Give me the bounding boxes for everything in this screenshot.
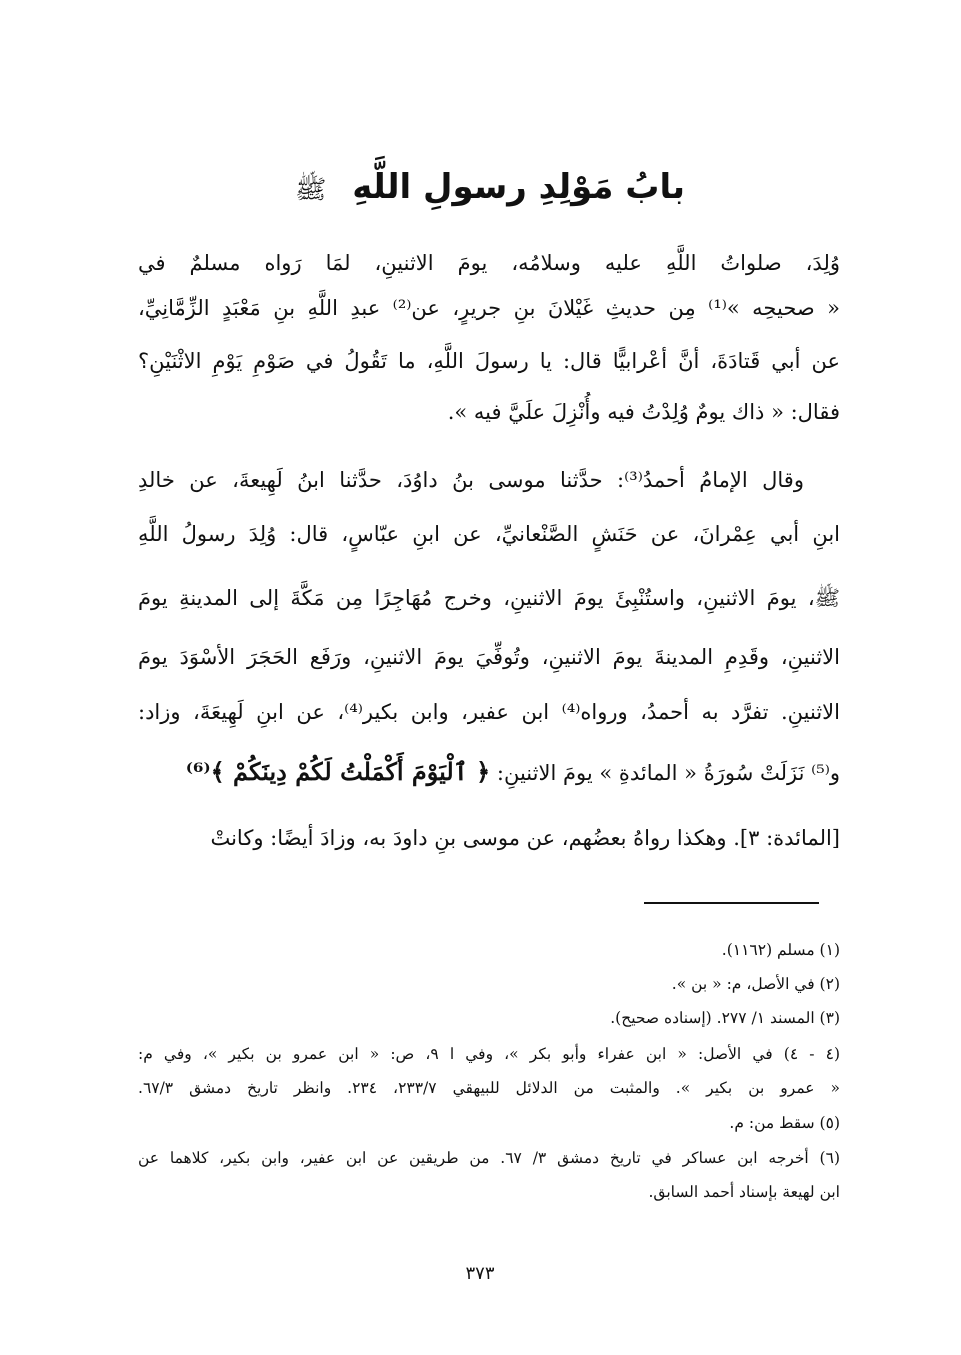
footnote-separator	[644, 902, 819, 904]
quran-verse: ﴿ ٱلْيَوْمَ أَكْمَلْتُ لَكُمْ دِينَكُمْ ﴾⁽⁶⁾	[185, 757, 491, 786]
body-line-1: وُلِدَ، صلواتُ اللَّهِ عليه وسلامُه، يومَ الاثنينِ، لمَا رَواه مسلمٌ في	[138, 251, 840, 275]
body-line-4: فقال: « ذاك يومٌ وُلِدْتُ فيه وأُنْزِلَ علَيَّ فيه ».	[447, 400, 840, 424]
body-line-2: « صحيحِه »⁽¹⁾ مِن حديثِ غَيْلانَ بنِ جريرٍ، عن⁽²⁾ عبدِ اللَّهِ بنِ مَعْبَدٍ الزِّمَّانِيِّ،	[138, 296, 840, 320]
footnote-1: (١) مسلم (١١٦٢).	[721, 941, 840, 959]
body-line-10-text: و⁽⁵⁾ نَزَلَتْ سُورَةُ « المائدةِ » يومَ الاثنينِ:	[496, 761, 840, 785]
footnote-2: (٢) في الأصل، م: « بن ».	[671, 975, 840, 993]
body-line-6: ابنِ أبي عِمْرانَ، عن حَنَشٍ الصَّنْعانيِّ، عن ابنِ عبّاسٍ، قال: وُلِدَ رسولُ اللَّهِ	[138, 522, 840, 546]
body-line-10	[138, 752, 840, 792]
footnote-6: (٦) أخرجه ابن عساكر في تاريخ دمشق ٣/ ٦٧. من طريقين عن ابن عفير، وابن بكير، كلاهما عن	[138, 1149, 840, 1167]
footnote-4: (٤ - ٤) في الأصل: « ابن عفراء وأبو بكر »، وفي ا ٩، ص: « ابن عمرو بن بكير »، وفي م:	[138, 1045, 840, 1063]
footnote-6-continued: ابن لهيعة بإسناد أحمد السابق.	[648, 1183, 840, 1201]
page-number: ٣٧٣	[465, 1263, 495, 1284]
footnote-5: (٥) سقط من: م.	[729, 1114, 840, 1132]
chapter-title	[140, 160, 840, 217]
chapter-title-text: بابُ مَوْلِدِ رسولِ اللَّهِ	[352, 167, 685, 207]
body-line-5: وقال الإمامُ أحمدُ⁽³⁾: حدَّثنا موسى بنُ داوُدَ، حدَّثنا ابنُ لَهِيعةَ، عن خالدِ	[138, 468, 804, 492]
body-line-9: الاثنينِ. تفرَّد به أحمدُ، ورواه⁽⁴⁾ ابن عفير، وابن بكير⁽⁴⁾، عن ابنِ لَهِيعَةَ، وزاد:	[138, 700, 840, 724]
salutation-glyph: ﷺ	[295, 175, 327, 205]
footnote-4-continued: « عمرو بن بكير ». والمثبت من الدلائل للبيهقي ٢٣٣/٧، ٢٣٤. وانظر تاريخ دمشق ٦٧/٣.	[138, 1079, 840, 1097]
body-line-7: ﷺ، يومَ الاثنينِ، واستُنْبِئَ يومَ الاثنينِ، وخرج مُهَاجِرًا مِن مَكَّةَ إلى المدينةِ يومَ	[138, 586, 840, 610]
body-line-3: عن أبي قَتادَةَ، أنَّ أعْرابيًّا قال: يا رسولَ اللَّهِ، ما تَقُولُ في صَوْمِ يَوْمِ الاثْنَيْنِ؟	[138, 349, 840, 373]
body-line-8: الاثنينِ، وقَدِمِ المدينةَ يومَ الاثنينِ، وتُوفِّيَ يومَ الاثنينِ، ورَفَع الحَجَرَ الأسْوَدَ يومَ	[138, 645, 840, 669]
body-line-11: [المائدة: ٣]. وهكذا رواهُ بعضُهم، عن موسى بنِ داودَ به، وزادَ أيضًا: وكانتْ	[210, 826, 840, 850]
footnote-3: (٣) المسند ١/ ٢٧٧. (إسناده صحيح).	[610, 1009, 840, 1027]
